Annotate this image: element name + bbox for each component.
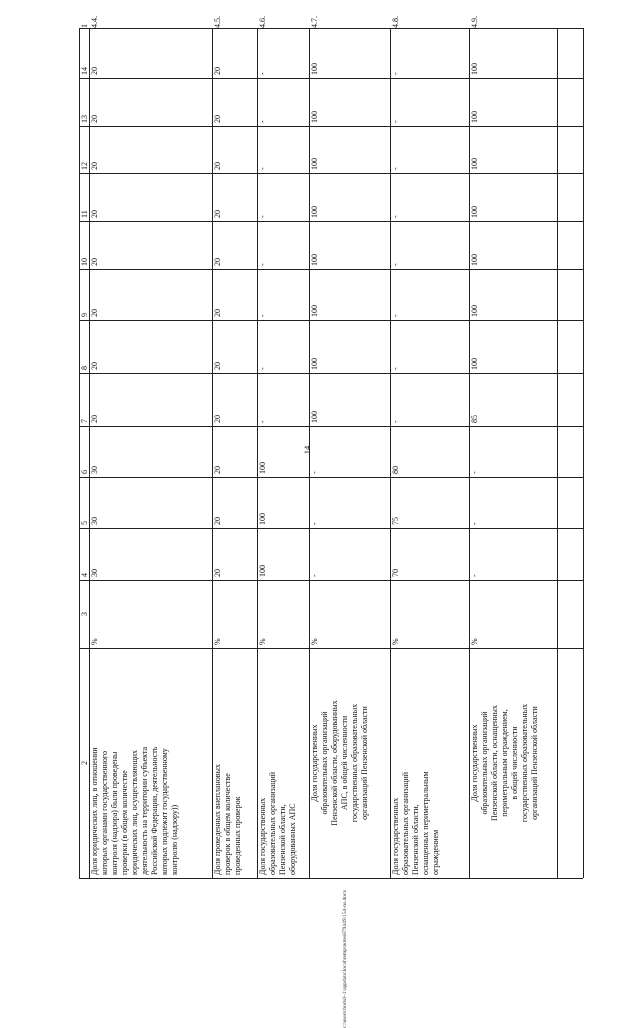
value-cell-text: - bbox=[470, 574, 479, 577]
table-header-cell bbox=[80, 313, 89, 318]
value-cell-text: 85 bbox=[470, 415, 479, 423]
unit-cell-text: % bbox=[470, 638, 479, 645]
value-cell bbox=[391, 420, 400, 424]
unit-cell bbox=[213, 638, 222, 646]
table-column-border bbox=[79, 173, 583, 174]
row-number-cell bbox=[90, 16, 99, 29]
value-cell bbox=[470, 471, 479, 475]
value-cell bbox=[391, 569, 400, 578]
row-number-cell-text: 4.8. bbox=[391, 16, 400, 28]
indicator-name-cell bbox=[90, 746, 179, 876]
table-column-border bbox=[79, 269, 583, 270]
page-number: 14 bbox=[302, 445, 312, 455]
table-column-border bbox=[79, 221, 583, 222]
value-cell bbox=[470, 305, 479, 318]
table-header-cell bbox=[80, 67, 89, 76]
value-cell bbox=[213, 258, 222, 267]
row-number-cell bbox=[310, 16, 319, 29]
value-cell bbox=[470, 63, 479, 76]
value-cell-text: - bbox=[391, 314, 400, 317]
value-cell-text: - bbox=[391, 120, 400, 123]
unit-cell bbox=[310, 638, 319, 646]
table-header-cell-text: 9 bbox=[80, 313, 89, 317]
value-cell-text: 100 bbox=[470, 254, 479, 266]
table-header-cell-text: 10 bbox=[80, 258, 89, 266]
value-cell bbox=[310, 411, 319, 424]
value-cell-text: 100 bbox=[310, 158, 319, 170]
value-cell bbox=[213, 517, 222, 526]
value-cell-text: 100 bbox=[258, 513, 267, 525]
value-cell-text: 20 bbox=[213, 258, 222, 266]
table-header-cell-text: 13 bbox=[80, 115, 89, 123]
value-cell-text: - bbox=[310, 522, 319, 525]
value-cell bbox=[470, 111, 479, 124]
table-header-cell bbox=[80, 24, 89, 29]
table-column-border bbox=[79, 426, 583, 427]
value-cell bbox=[213, 569, 222, 578]
value-cell bbox=[90, 466, 99, 475]
value-cell bbox=[213, 162, 222, 171]
value-cell-text: 20 bbox=[90, 115, 99, 123]
value-cell bbox=[310, 358, 319, 371]
table-header-cell bbox=[80, 521, 89, 526]
value-cell bbox=[391, 367, 400, 371]
value-cell bbox=[213, 362, 222, 371]
value-cell-text: - bbox=[310, 471, 319, 474]
unit-cell-text: % bbox=[310, 638, 319, 645]
value-cell-text: - bbox=[258, 120, 267, 123]
value-cell bbox=[470, 415, 479, 424]
table-header-cell bbox=[80, 612, 89, 646]
indicator-name-cell bbox=[391, 771, 440, 876]
value-cell-text: - bbox=[470, 522, 479, 525]
value-cell-text: 80 bbox=[391, 466, 400, 474]
value-cell-text: 20 bbox=[90, 210, 99, 218]
table-header-cell-text: 11 bbox=[80, 210, 89, 218]
table-column-border bbox=[79, 528, 583, 529]
unit-cell bbox=[470, 638, 479, 646]
value-cell bbox=[470, 522, 479, 526]
table-column-border bbox=[79, 373, 583, 374]
value-cell bbox=[310, 305, 319, 318]
value-cell-text: 100 bbox=[310, 305, 319, 317]
value-cell-text: 100 bbox=[470, 63, 479, 75]
table-header-cell bbox=[80, 761, 89, 876]
value-cell-text: 100 bbox=[470, 111, 479, 123]
indicator-name-cell bbox=[470, 703, 539, 876]
row-number-cell bbox=[470, 16, 479, 29]
value-cell bbox=[90, 162, 99, 171]
table-column-border bbox=[79, 648, 583, 649]
table-header-cell-text: 8 bbox=[80, 366, 89, 370]
value-cell bbox=[90, 309, 99, 318]
unit-cell bbox=[90, 638, 99, 646]
value-cell-text: 100 bbox=[258, 565, 267, 577]
table-column-border bbox=[79, 320, 583, 321]
table-header-cell bbox=[80, 115, 89, 124]
value-cell bbox=[310, 158, 319, 171]
value-cell bbox=[258, 314, 267, 318]
value-cell bbox=[258, 367, 267, 371]
value-cell bbox=[391, 314, 400, 318]
value-cell bbox=[470, 254, 479, 267]
unit-cell-text: % bbox=[213, 638, 222, 645]
value-cell-text: 20 bbox=[90, 258, 99, 266]
value-cell bbox=[310, 522, 319, 526]
indicator-name-cell-text: Доля юридических лиц, в отношении которых органами государственного контроля (надзора) были проведены проверки (в общем количестве юридических лиц, осуществляющих деятельность на территории субъекта Российской Федерации, деятельность которых подлежит государственному контролю (надзору)) bbox=[90, 746, 179, 875]
table-column-border bbox=[79, 878, 583, 879]
value-cell bbox=[310, 471, 319, 475]
value-cell-text: 100 bbox=[258, 462, 267, 474]
table-row-border bbox=[583, 28, 584, 878]
value-cell-text: 70 bbox=[391, 569, 400, 577]
value-cell bbox=[213, 67, 222, 76]
unit-cell-text: % bbox=[90, 638, 99, 645]
value-cell-text: 100 bbox=[310, 254, 319, 266]
value-cell-text: 20 bbox=[213, 210, 222, 218]
value-cell-text: 20 bbox=[213, 517, 222, 525]
value-cell bbox=[470, 158, 479, 171]
value-cell-text: 100 bbox=[470, 358, 479, 370]
value-cell-text: - bbox=[258, 72, 267, 75]
row-number-cell-text: 4.5. bbox=[213, 16, 222, 28]
value-cell bbox=[391, 72, 400, 76]
row-number-cell bbox=[213, 16, 222, 29]
table-header-cell-text: 5 bbox=[80, 521, 89, 525]
value-cell bbox=[213, 210, 222, 219]
value-cell-text: - bbox=[258, 167, 267, 170]
value-cell bbox=[258, 263, 267, 267]
value-cell-text: 100 bbox=[310, 358, 319, 370]
table-column-border bbox=[79, 580, 583, 581]
value-cell-text: - bbox=[391, 367, 400, 370]
indicator-name-cell-text: Доля государственных образовательных организаций Пензенской области, оснащенных периметральным ограждением, в общей численности государственных образовательных организаций Пензенской области bbox=[470, 703, 539, 823]
value-cell-text: - bbox=[391, 420, 400, 423]
row-number-cell-text: 4.6. bbox=[258, 16, 267, 28]
value-cell-text: 100 bbox=[470, 305, 479, 317]
indicator-name-cell bbox=[310, 700, 369, 876]
value-cell-text: 20 bbox=[90, 309, 99, 317]
unit-cell bbox=[258, 638, 267, 646]
value-cell bbox=[258, 565, 267, 578]
value-cell bbox=[470, 206, 479, 219]
value-cell-text: 20 bbox=[90, 415, 99, 423]
value-cell bbox=[310, 254, 319, 267]
value-cell bbox=[258, 462, 267, 475]
value-cell bbox=[258, 215, 267, 219]
value-cell-text: - bbox=[391, 215, 400, 218]
value-cell-text: 20 bbox=[213, 415, 222, 423]
value-cell bbox=[470, 358, 479, 371]
value-cell-text: 75 bbox=[391, 517, 400, 525]
row-number-cell-text: 4.7. bbox=[310, 16, 319, 28]
indicator-name-cell-text: Доля государственных образовательных организаций Пензенской области, оборудованных АПС, в общей численности государственных образовательных организаций Пензенской области bbox=[310, 700, 369, 826]
table-header-cell-text: 6 bbox=[80, 470, 89, 474]
indicator-name-cell bbox=[213, 764, 242, 876]
value-cell-text: 100 bbox=[310, 63, 319, 75]
value-cell-text: - bbox=[258, 420, 267, 423]
table-header-cell bbox=[80, 573, 89, 578]
table-header-cell-text: 4 bbox=[80, 573, 89, 577]
indicator-name-cell bbox=[258, 771, 297, 876]
value-cell bbox=[310, 63, 319, 76]
value-cell bbox=[213, 415, 222, 424]
value-cell bbox=[310, 111, 319, 124]
value-cell bbox=[258, 120, 267, 124]
value-cell bbox=[470, 574, 479, 578]
value-cell-text: - bbox=[391, 72, 400, 75]
value-cell-text: 20 bbox=[213, 362, 222, 370]
unit-cell bbox=[391, 638, 400, 646]
value-cell-text: 20 bbox=[213, 569, 222, 577]
value-cell-text: - bbox=[391, 263, 400, 266]
table-column-border bbox=[79, 477, 583, 478]
row-number-cell-text: 4.9. bbox=[470, 16, 479, 28]
table-header-cell bbox=[80, 470, 89, 475]
indicator-name-cell-text: Доля государственных образовательных организаций Пензенской области, оборудованных АПС bbox=[258, 771, 297, 875]
value-cell bbox=[90, 67, 99, 76]
value-cell bbox=[258, 72, 267, 76]
value-cell bbox=[310, 574, 319, 578]
table-header-cell-text: 1 bbox=[80, 24, 89, 28]
value-cell bbox=[391, 466, 400, 475]
value-cell-text: 20 bbox=[213, 309, 222, 317]
value-cell bbox=[391, 263, 400, 267]
table-row-border bbox=[557, 28, 558, 878]
table-header-cell-text: 12 bbox=[80, 162, 89, 170]
value-cell bbox=[391, 167, 400, 171]
value-cell bbox=[310, 206, 319, 219]
table-header-cell bbox=[80, 258, 89, 267]
value-cell-text: 20 bbox=[213, 115, 222, 123]
unit-cell-text: % bbox=[258, 638, 267, 645]
table-header-cell bbox=[80, 366, 89, 371]
indicator-name-cell-text: Доля проведенных внеплановых проверок в общем количестве проведенных проверок bbox=[213, 764, 242, 875]
value-cell-text: - bbox=[258, 263, 267, 266]
value-cell-text: - bbox=[258, 215, 267, 218]
value-cell-text: - bbox=[258, 367, 267, 370]
value-cell bbox=[90, 362, 99, 371]
table-header-cell bbox=[80, 419, 89, 424]
value-cell bbox=[90, 210, 99, 219]
value-cell-text: 100 bbox=[310, 411, 319, 423]
value-cell-text: 20 bbox=[213, 67, 222, 75]
value-cell bbox=[90, 569, 99, 578]
unit-cell-text: % bbox=[391, 638, 400, 645]
value-cell bbox=[213, 466, 222, 475]
value-cell-text: - bbox=[258, 314, 267, 317]
row-number-cell bbox=[258, 16, 267, 29]
table-header-cell-text: 7 bbox=[80, 419, 89, 423]
value-cell bbox=[90, 415, 99, 424]
table-header-cell-text: 14 bbox=[80, 67, 89, 75]
table-column-border bbox=[79, 28, 583, 29]
value-cell bbox=[258, 420, 267, 424]
value-cell-text: 30 bbox=[90, 466, 99, 474]
value-cell-text: 100 bbox=[310, 206, 319, 218]
value-cell-text: 100 bbox=[470, 158, 479, 170]
value-cell bbox=[258, 167, 267, 171]
row-number-cell-text: 4.4. bbox=[90, 16, 99, 28]
value-cell-text: 20 bbox=[213, 162, 222, 170]
value-cell bbox=[90, 115, 99, 124]
value-cell-text: 30 bbox=[90, 517, 99, 525]
value-cell-text: - bbox=[391, 167, 400, 170]
value-cell-text: - bbox=[310, 574, 319, 577]
value-cell-text: 20 bbox=[90, 162, 99, 170]
value-cell bbox=[213, 115, 222, 124]
table-header-cell-text: 2 bbox=[80, 761, 89, 765]
value-cell bbox=[391, 517, 400, 526]
value-cell bbox=[391, 120, 400, 124]
table-column-border bbox=[79, 126, 583, 127]
value-cell bbox=[258, 513, 267, 526]
value-cell-text: 20 bbox=[90, 67, 99, 75]
row-number-cell bbox=[391, 16, 400, 29]
table-header-cell-text: 3 bbox=[80, 612, 89, 616]
value-cell-text: 100 bbox=[470, 206, 479, 218]
table-header-cell bbox=[80, 162, 89, 171]
table-column-border bbox=[79, 78, 583, 79]
value-cell-text: - bbox=[470, 471, 479, 474]
value-cell-text: 30 bbox=[90, 569, 99, 577]
table-header-cell bbox=[80, 210, 89, 219]
value-cell-text: 20 bbox=[90, 362, 99, 370]
indicator-name-cell-text: Доля государственных образовательных организаций Пензенской области, оснащенных периметральным ограждением bbox=[391, 771, 440, 875]
value-cell-text: 20 bbox=[213, 466, 222, 474]
value-cell bbox=[213, 309, 222, 318]
file-path-footer: c:\users\borisl~1\appdata\local\temp\notes879449\154-ns.docx bbox=[342, 889, 348, 1028]
value-cell bbox=[90, 517, 99, 526]
value-cell bbox=[90, 258, 99, 267]
value-cell-text: 100 bbox=[310, 111, 319, 123]
value-cell bbox=[391, 215, 400, 219]
indicator-table bbox=[79, 16, 583, 878]
